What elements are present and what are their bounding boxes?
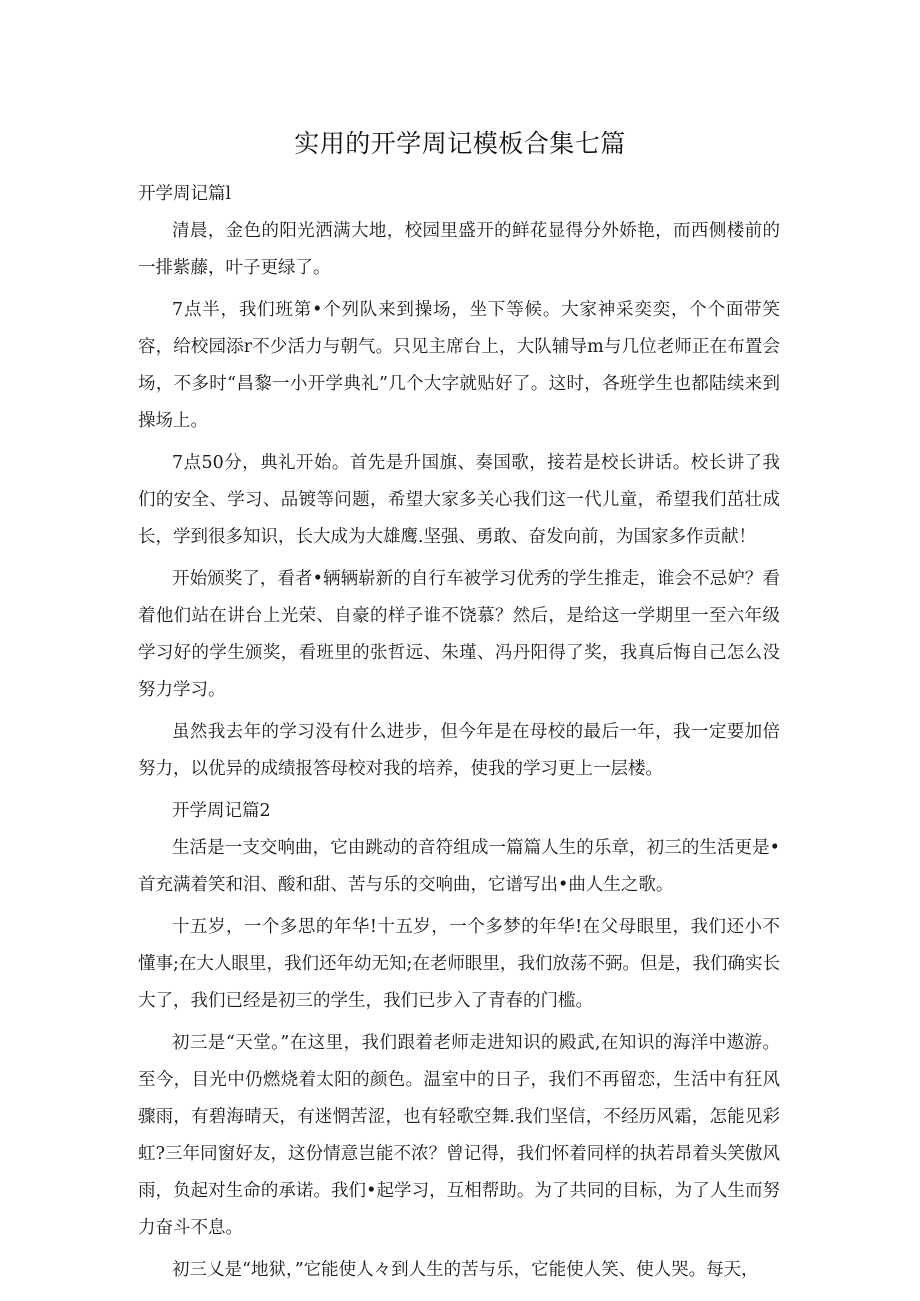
paragraph: 十五岁，一个多思的年华!十五岁，一个多梦的年华!在父母眼里，我们还小不懂事;在大人眼里，我们还年幼无知;在老师眼里，我们放荡不弼。但是，我们确实长大了，我们已经是初三的学生，我们已步入了青春的门槛。 — [138, 917, 780, 1011]
paragraph: 虽然我去年的学习没有什么进步，但今年是在母校的最后一年，我一定要加倍努力，以优异的成绩报答母校对我的培养，使我的学习更上一层楼。 — [138, 722, 780, 779]
paragraph: 7点半，我们班第•个列队来到操场，坐下等候。大家神采奕奕，个个面带笑容，给校园添r不少活力与朝气。只见主席台上，大队辅导m与几位老师正在布置会场，不多时“昌黎一小开学典礼”几个大字就贴好了。这时，各班学生也都陆续来到操场上。 — [138, 300, 780, 431]
page-title: 实用的开学周记模板合集七篇 — [294, 129, 626, 158]
section-heading: 开学周记篇l — [138, 184, 232, 204]
paragraph: 生活是一支交响曲，它由跳动的音符组成一篇篇人生的乐章，初三的生活更是•首充满着笑和泪、酸和甜、苦与乐的交响曲，它谱写出•曲人生之歌。 — [138, 838, 780, 895]
paragraph: 7点50分，典礼开始。首先是升国旗、奏国歌，接若是校长讲话。校长讲了我们的安全、学习、品镀等问题，希望大家多关心我们这一代儿童，希望我们茁壮成长，学到很多知识，长大成为大雄鹰.坚强、勇敢、奋发向前，为国家多作贡献！ — [138, 453, 780, 547]
paragraph: 清晨，金色的阳光洒满大地，校园里盛开的鲜花显得分外娇艳，而西侧楼前的一排紫藤，叶子更绿了。 — [138, 221, 780, 278]
paragraph: 初三是“天堂。”在这里，我们跟着老师走进知识的殿武,在知识的海洋中遨游。至今，目光中仍燃烧着太阳的颜色。温室中的日子，我们不再留恋，生活中有狂风骤雨，有碧海晴天，有迷惘苦涩，也有轻歌空舞.我们坚信，不经历风霜，怎能见彩虹?三年同窗好友，这份情意岂能不浓？曾记得，我们怀着同样的执若昂着头笑傲风雨，负起对生命的承诺。我们•起学习，互相帮助。为了共同的目标，为了人生而努力奋斗不息。 — [138, 1033, 780, 1238]
section-2 — [138, 793, 780, 1289]
paragraph: 开始颁奖了，看者•辆辆崭新的自行车被学习优秀的学生推走，谁会不忌妒？看着他们站在讲台上光荣、自豪的样子谁不饶慕？然后，是给这一学期里一至六年级学习好的学生颁奖，看班里的张哲远、朱瑾、冯丹阳得了奖，我真后悔自己怎么没努力学习。 — [138, 569, 780, 700]
document-body — [138, 176, 780, 1289]
section-heading: 开学周记篇2 — [172, 801, 271, 821]
section-1 — [138, 176, 780, 788]
paragraph: 初三乂是“地狱，”它能使人々到人生的苦与乐，它能使人笑、使人哭。每天， — [172, 1260, 759, 1280]
